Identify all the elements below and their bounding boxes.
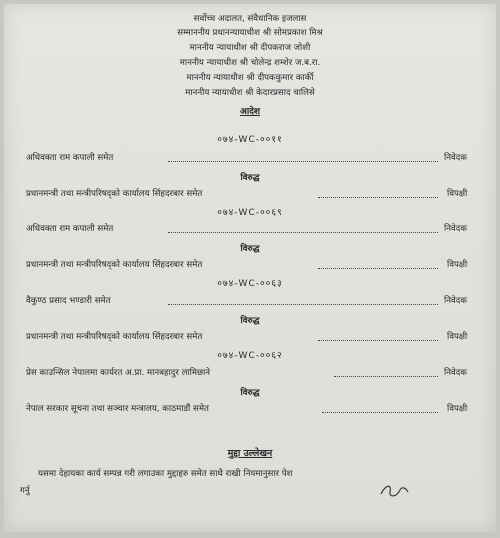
petitioner-role: निवेदक <box>444 224 467 234</box>
judge-line: माननीय न्यायाधीश श्री दीपकराज जोशी <box>189 43 311 53</box>
versus-label: विरुद्ध <box>240 244 260 254</box>
issue-heading: मुद्दा उल्लेखन <box>227 448 273 459</box>
dotted-leader <box>318 268 438 269</box>
petitioner-name: अधिवक्ता राम कपाली समेत <box>26 224 114 234</box>
judge-line: माननीय न्यायाधीश श्री केदारप्रसाद चालिसे <box>185 88 315 98</box>
petitioner-role: निवेदक <box>444 153 467 163</box>
dotted-leader <box>334 376 438 377</box>
dotted-leader <box>318 197 438 198</box>
respondent-name: प्रधानमन्त्री तथा मन्त्रीपरिषद्को कार्यालय सिंहदरबार समेत <box>26 260 203 270</box>
order-heading: आदेश <box>239 107 261 117</box>
respondent-name: प्रधानमन्त्री तथा मन्त्रीपरिषद्को कार्यालय सिंहदरबार समेत <box>26 332 203 342</box>
versus-label: विरुद्ध <box>240 173 260 183</box>
signature-mark <box>378 480 412 502</box>
petitioner-role: निवेदक <box>444 368 467 378</box>
versus-label: विरुद्ध <box>240 316 260 326</box>
judge-line: माननीय न्यायाधीश श्री चोलेन्द्र शम्शेर ज.ब.रा. <box>179 58 321 68</box>
respondent-name: नेपाल सरकार सूचना तथा सञ्चार मन्त्रालय, काठमाडौं समेत <box>26 404 209 414</box>
versus-label: विरुद्ध <box>240 388 260 398</box>
judge-line: सम्माननीय प्रधानन्यायाधीश श्री सोमप्रकाश मिश्र <box>177 28 323 38</box>
respondent-role: विपक्षी <box>447 260 468 270</box>
petitioner-name: अधिवक्ता राम कपाली समेत <box>26 153 114 163</box>
dotted-leader <box>168 304 438 305</box>
order-document <box>4 4 496 532</box>
case-number: ०७४-WC-००६२ <box>217 351 283 361</box>
order-text-line: गर्नु <box>20 486 30 496</box>
dotted-leader <box>322 412 438 413</box>
case-number: ०७४-WC-००६३ <box>217 279 283 289</box>
petitioner-name: वैकुण्ठ प्रसाद भण्डारी समेत <box>26 296 111 306</box>
respondent-role: विपक्षी <box>447 332 468 342</box>
respondent-role: विपक्षी <box>447 189 468 199</box>
dotted-leader <box>318 340 438 341</box>
respondent-name: प्रधानमन्त्री तथा मन्त्रीपरिषद्को कार्यालय सिंहदरबार समेत <box>26 189 203 199</box>
petitioner-name: प्रेस काउन्सिल नेपालमा कार्यरत अ.प्रा. मानबहादुर लामिछाने <box>26 368 211 378</box>
dotted-leader <box>168 232 438 233</box>
judge-line: माननीय न्यायाधीश श्री दीपककुमार कार्की <box>186 73 314 83</box>
court-name: सर्वोच्च अदालत, संवैधानिक इजलास <box>193 14 307 24</box>
case-number: ०७४-WC-००११ <box>217 135 283 145</box>
case-number: ०७४-WC-००६९ <box>217 208 283 218</box>
petitioner-role: निवेदक <box>444 296 467 306</box>
dotted-leader <box>168 161 438 162</box>
order-text-line: यसमा देहायका कार्य सम्पन्न गरी लगाउका मुद्दाहरु समेत साथै राखी नियमानुसार पेश <box>38 469 293 479</box>
respondent-role: विपक्षी <box>447 404 468 414</box>
